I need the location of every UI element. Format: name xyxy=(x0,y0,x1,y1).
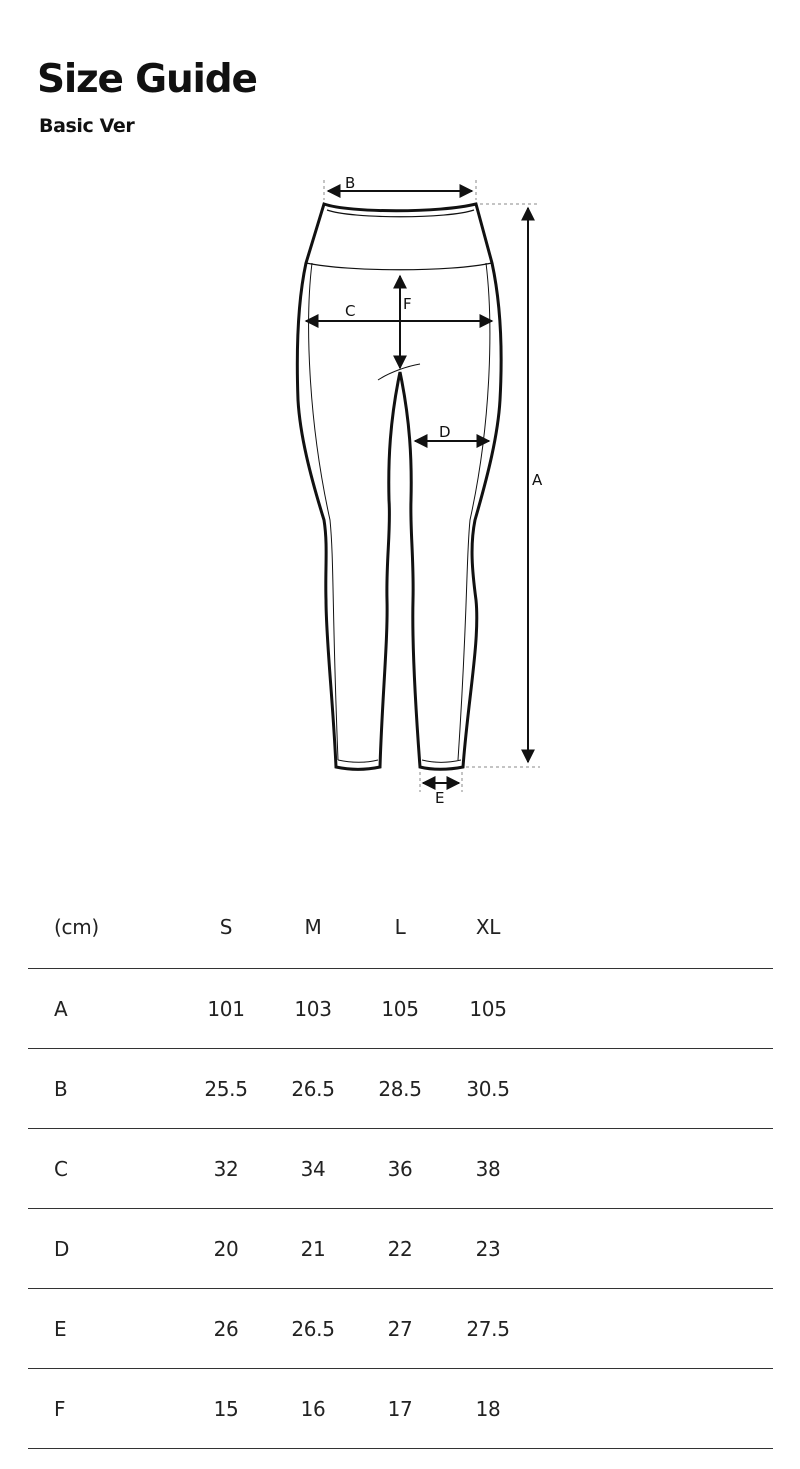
table-cell: 30.5 xyxy=(466,1076,510,1101)
reference-lines xyxy=(324,180,540,792)
table-cell: 38 xyxy=(475,1156,501,1181)
page-title: Size Guide xyxy=(37,57,257,102)
page-subtitle: Basic Ver xyxy=(39,115,135,137)
table-cell: 105 xyxy=(469,996,507,1021)
table-cell: 36 xyxy=(387,1156,413,1181)
table-cell: 18 xyxy=(475,1396,501,1421)
unit-label: (cm) xyxy=(54,915,99,939)
dimension-label-b: B xyxy=(345,174,356,192)
row-label: F xyxy=(54,1396,66,1421)
table-cell: 103 xyxy=(294,996,332,1021)
table-cell: 21 xyxy=(300,1236,326,1261)
row-label: D xyxy=(54,1236,70,1261)
dimension-label-a: A xyxy=(532,471,543,489)
table-row xyxy=(28,969,773,1049)
dimension-label-d: D xyxy=(439,423,451,441)
table-cell: 25.5 xyxy=(204,1076,248,1101)
table-row xyxy=(28,1289,773,1369)
table-cell: 27.5 xyxy=(466,1316,510,1341)
table-cell: 105 xyxy=(381,996,419,1021)
table-cell: 34 xyxy=(300,1156,326,1181)
table-row xyxy=(28,1129,773,1209)
table-cell: 15 xyxy=(213,1396,239,1421)
table-cell: 17 xyxy=(387,1396,413,1421)
dimension-label-c: C xyxy=(345,302,356,320)
table-cell: 28.5 xyxy=(378,1076,422,1101)
size-table xyxy=(28,885,773,1449)
dimension-label-f: F xyxy=(403,295,412,313)
table-row xyxy=(28,1369,773,1449)
table-row xyxy=(28,1049,773,1129)
size-header-l: L xyxy=(394,915,406,939)
table-cell: 26 xyxy=(213,1316,239,1341)
dimension-label-e: E xyxy=(435,789,445,807)
size-header-xl: XL xyxy=(475,915,501,939)
table-row xyxy=(28,1209,773,1289)
table-cell: 27 xyxy=(387,1316,413,1341)
size-header-m: M xyxy=(304,915,322,939)
size-header-s: S xyxy=(219,915,233,939)
row-label: E xyxy=(54,1316,67,1341)
table-cell: 16 xyxy=(300,1396,326,1421)
row-label: A xyxy=(54,996,68,1021)
table-cell: 26.5 xyxy=(291,1316,335,1341)
row-label: B xyxy=(54,1076,68,1101)
table-cell: 101 xyxy=(207,996,245,1021)
size-table-header xyxy=(28,885,773,969)
table-cell: 22 xyxy=(387,1236,413,1261)
table-cell: 20 xyxy=(213,1236,239,1261)
table-cell: 26.5 xyxy=(291,1076,335,1101)
leggings-diagram xyxy=(0,160,800,820)
row-label: C xyxy=(54,1156,68,1181)
table-cell: 23 xyxy=(475,1236,501,1261)
table-cell: 32 xyxy=(213,1156,239,1181)
